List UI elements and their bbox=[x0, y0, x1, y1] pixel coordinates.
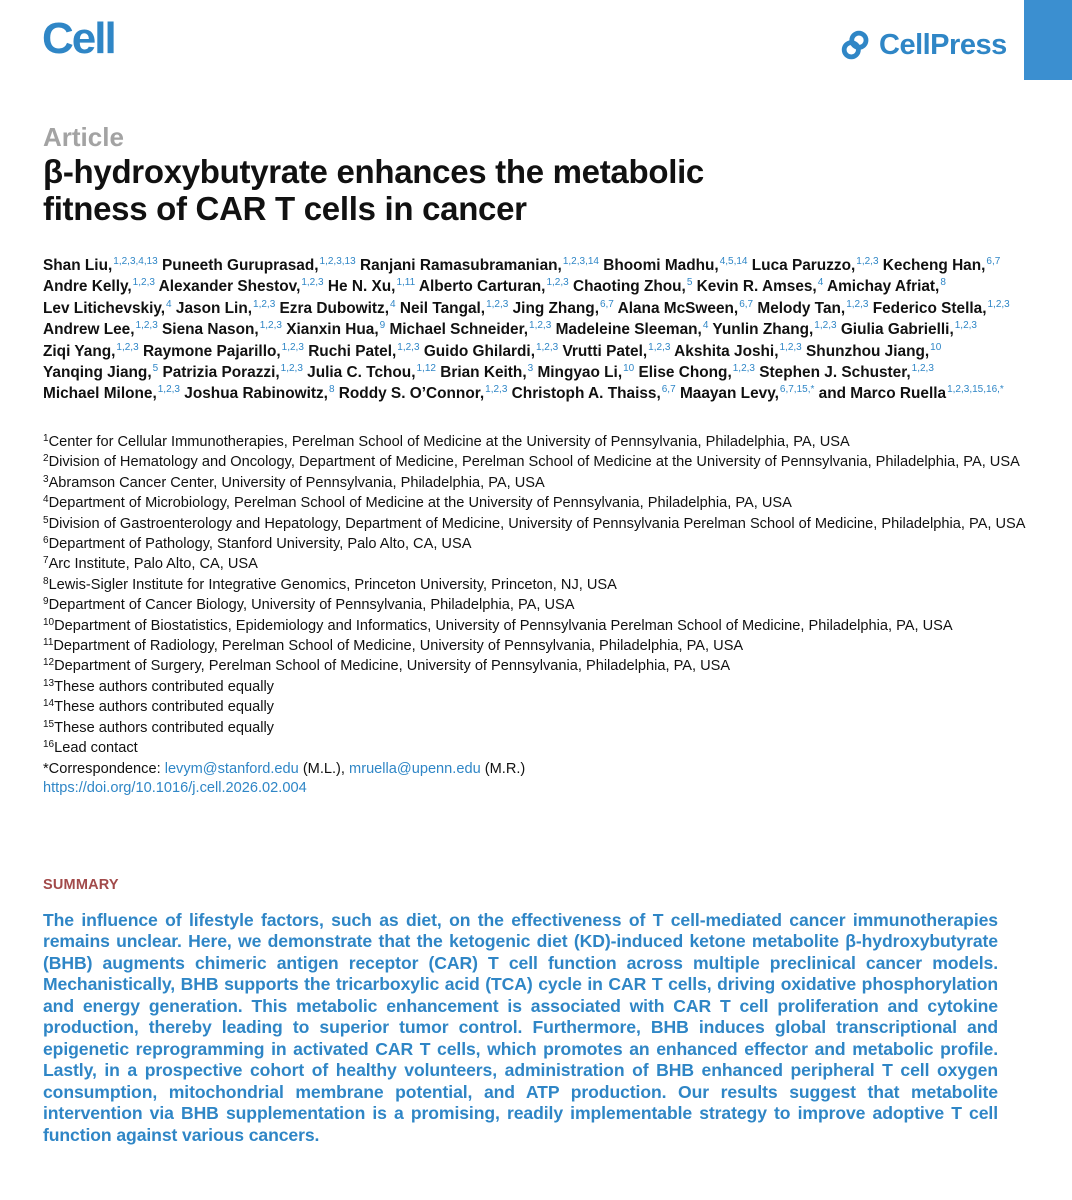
author bbox=[618, 300, 754, 317]
email-link-ruella[interactable]: mruella@upenn.edu bbox=[349, 760, 481, 777]
author-affiliation-marker[interactable]: 1,2,3 bbox=[485, 384, 508, 396]
affiliation-item bbox=[43, 719, 1033, 739]
author-name: Mingyao Li, bbox=[537, 364, 623, 382]
author bbox=[573, 278, 692, 295]
author-name: Melody Tan, bbox=[757, 299, 846, 317]
affiliation-text: Division of Gastroenterology and Hepatology, Department of Medicine, University of Pennsylvania Perelman School of Medicine, Philadelphia, PA, USA bbox=[48, 515, 1026, 532]
author bbox=[697, 278, 824, 295]
author-affiliation-marker[interactable]: 4 bbox=[390, 298, 396, 310]
author-name: Christoph A. Thaiss, bbox=[511, 385, 661, 403]
author-name: Kevin R. Amses, bbox=[696, 278, 817, 296]
title-line-2: fitness of CAR T cells in cancer bbox=[43, 190, 527, 227]
correspondence bbox=[43, 760, 1033, 779]
article-type: Article bbox=[43, 122, 124, 152]
author-name: Neil Tangal, bbox=[399, 299, 486, 317]
affiliation-number: 11 bbox=[43, 637, 54, 649]
author bbox=[419, 278, 569, 295]
author-affiliation-marker[interactable]: 1,2,3,4,13 bbox=[113, 256, 158, 267]
author-name: Puneeth Guruprasad, bbox=[162, 257, 319, 274]
author-name: Shan Liu, bbox=[43, 257, 113, 274]
author-name: Alexander Shestov, bbox=[158, 278, 301, 296]
affiliation-text: Department of Pathology, Stanford University, Palo Alto, CA, USA bbox=[48, 536, 472, 553]
author-affiliation-marker[interactable]: 1,2,3 bbox=[116, 341, 139, 353]
author bbox=[603, 257, 747, 274]
author-affiliation-marker[interactable]: 1,2,3 bbox=[856, 256, 879, 267]
affiliation-number: 13 bbox=[43, 677, 55, 689]
author bbox=[43, 257, 158, 274]
author bbox=[883, 257, 1001, 274]
author-affiliation-marker[interactable]: 1,2,3 bbox=[732, 363, 755, 375]
author-affiliation-marker[interactable]: 6,7 bbox=[739, 298, 754, 310]
affiliation-item bbox=[43, 555, 1033, 575]
affiliation-item bbox=[43, 494, 1033, 514]
affiliation-text: Department of Biostatistics, Epidemiology and Informatics, University of Pennsylvania Perelman School of Medicine, Philadelphia, PA, USA bbox=[54, 617, 953, 634]
author bbox=[162, 257, 356, 274]
cellpress-icon bbox=[838, 26, 876, 64]
author-name: and Marco Ruella bbox=[818, 385, 947, 403]
affiliation-number: 2 bbox=[43, 453, 49, 465]
author-name: Federico Stella, bbox=[872, 299, 987, 317]
author-name: Madeleine Sleeman, bbox=[555, 321, 702, 339]
author-affiliation-marker[interactable]: 1,2,3,13 bbox=[319, 256, 356, 267]
author-name: Alberto Carturan, bbox=[418, 278, 546, 296]
author-name: Ranjani Ramasubramanian, bbox=[359, 257, 562, 274]
author-affiliation-marker[interactable]: 6,7,15,* bbox=[779, 384, 815, 396]
affiliation-item bbox=[43, 617, 1033, 637]
affiliation-text: Division of Hematology and Oncology, Department of Medicine, Perelman School of Medicine at the University of Pennsylvania, Philadelphia, PA, USA bbox=[48, 454, 1020, 471]
affiliation-number: 12 bbox=[43, 657, 55, 669]
author-name: Ezra Dubowitz, bbox=[279, 299, 389, 317]
affiliation-text: Lewis-Sigler Institute for Integrative Genomics, Princeton University, Princeton, NJ, USA bbox=[48, 576, 617, 593]
author-affiliation-marker[interactable]: 1,2,3 bbox=[280, 363, 303, 375]
author-affiliation-marker[interactable]: 1,2,3 bbox=[987, 298, 1010, 310]
author-name: Andre Kelly, bbox=[43, 278, 132, 296]
author-affiliation-marker[interactable]: 1,12 bbox=[416, 363, 436, 375]
author-affiliation-marker[interactable]: 6,7 bbox=[661, 384, 676, 396]
author-name: Maayan Levy, bbox=[679, 385, 779, 403]
author-affiliation-marker[interactable]: 1,2,3 bbox=[301, 277, 324, 289]
author-affiliation-marker[interactable]: 6,7 bbox=[599, 298, 614, 310]
author-name: Brian Keith, bbox=[440, 364, 527, 382]
author bbox=[819, 385, 1004, 402]
affiliation-number: 16 bbox=[43, 739, 55, 751]
author-affiliation-marker[interactable]: 9 bbox=[379, 320, 386, 332]
author-name: Roddy S. O’Connor, bbox=[338, 385, 485, 403]
affiliation-number: 5 bbox=[43, 514, 49, 526]
author-name: Andrew Lee, bbox=[43, 321, 135, 339]
author-name: Ziqi Yang, bbox=[43, 342, 116, 360]
author-name: Jing Zhang, bbox=[512, 299, 599, 317]
author-affiliation-marker[interactable]: 1,2,3 bbox=[779, 341, 802, 353]
author-name: Xianxin Hua, bbox=[286, 321, 379, 339]
affiliation-number: 7 bbox=[43, 555, 49, 567]
author-affiliation-marker[interactable]: 8 bbox=[328, 384, 335, 396]
author-affiliation-marker[interactable]: 4 bbox=[817, 277, 824, 289]
author-affiliation-marker[interactable]: 5 bbox=[686, 277, 693, 289]
affiliation-number: 4 bbox=[43, 494, 49, 506]
author bbox=[512, 385, 676, 402]
author bbox=[143, 343, 304, 360]
author-affiliation-marker[interactable]: 1,2,3 bbox=[546, 277, 569, 289]
correspondence-initials-1: (M.L.), bbox=[298, 760, 350, 777]
doi-link[interactable]: https://doi.org/10.1016/j.cell.2026.02.004 bbox=[43, 779, 307, 796]
author-name: Elise Chong, bbox=[638, 364, 732, 382]
affiliation-item bbox=[43, 637, 1033, 657]
author bbox=[873, 300, 1010, 317]
affiliation-text: Abramson Cancer Center, University of Pennsylvania, Philadelphia, PA, USA bbox=[48, 474, 545, 491]
article-title bbox=[43, 153, 923, 227]
affiliation-number: 8 bbox=[43, 575, 49, 587]
author-affiliation-marker[interactable]: 10 bbox=[930, 341, 942, 353]
author-name: Kecheng Han, bbox=[882, 257, 986, 274]
author-name: Ruchi Patel, bbox=[308, 342, 397, 360]
author-affiliation-marker[interactable]: 4 bbox=[702, 320, 709, 332]
author-name: Vrutti Patel, bbox=[562, 342, 648, 360]
author-affiliation-marker[interactable]: 1,2,3 bbox=[911, 363, 934, 375]
affiliation-number: 1 bbox=[43, 433, 49, 444]
author bbox=[806, 343, 941, 360]
author-name: Guido Ghilardi, bbox=[423, 342, 535, 360]
author bbox=[286, 321, 385, 338]
author bbox=[759, 364, 934, 381]
author-affiliation-marker[interactable]: 1,2,3,14 bbox=[562, 256, 599, 267]
author bbox=[424, 343, 558, 360]
author-affiliation-marker[interactable]: 6,7 bbox=[986, 256, 1001, 267]
affiliation-item bbox=[43, 453, 1033, 473]
author-affiliation-marker[interactable]: 3 bbox=[527, 363, 534, 375]
author bbox=[184, 385, 334, 402]
author bbox=[280, 300, 396, 317]
publisher-logo bbox=[838, 26, 1007, 64]
author bbox=[827, 278, 946, 295]
author-affiliation-marker[interactable]: 5 bbox=[152, 363, 159, 375]
author bbox=[389, 321, 551, 338]
author-affiliation-marker[interactable]: 1,2,3 bbox=[281, 341, 304, 353]
author bbox=[43, 385, 180, 402]
author-affiliation-marker[interactable]: 1,2,3 bbox=[648, 341, 671, 353]
affiliations bbox=[43, 433, 1033, 798]
affiliation-item bbox=[43, 739, 1033, 759]
author-name: Lev Litichevskiy, bbox=[43, 299, 166, 317]
affiliation-text: These authors contributed equally bbox=[54, 719, 274, 736]
author-affiliation-marker[interactable]: 1,2,3 bbox=[846, 298, 869, 310]
author-affiliation-marker[interactable]: 1,2,3 bbox=[135, 320, 158, 332]
journal-logo: Cell bbox=[42, 14, 115, 63]
author-affiliation-marker[interactable]: 1,11 bbox=[396, 277, 416, 289]
affiliation-number: 14 bbox=[43, 698, 55, 710]
affiliation-item bbox=[43, 657, 1033, 677]
author bbox=[440, 364, 533, 381]
author-name: Shunzhou Jiang, bbox=[806, 342, 930, 360]
correspondence-label: *Correspondence: bbox=[43, 760, 165, 777]
affiliation-item bbox=[43, 433, 1033, 453]
publisher-name: CellPress bbox=[879, 28, 1007, 61]
author-affiliation-marker[interactable]: 1,2,3 bbox=[535, 341, 559, 353]
author-affiliation-marker[interactable]: 1,2,3 bbox=[253, 298, 276, 310]
author-name: Michael Schneider, bbox=[389, 321, 529, 339]
author bbox=[43, 300, 172, 317]
author-name: Michael Milone, bbox=[43, 385, 157, 403]
author bbox=[176, 300, 275, 317]
author-name: Julia C. Tchou, bbox=[307, 364, 416, 382]
author bbox=[308, 343, 419, 360]
author-affiliation-marker[interactable]: 10 bbox=[623, 363, 635, 375]
author bbox=[360, 257, 599, 274]
author-affiliation-marker[interactable]: 1,2,3 bbox=[157, 384, 180, 396]
author-affiliation-marker[interactable]: 1,2,3 bbox=[954, 320, 977, 332]
author bbox=[752, 257, 879, 274]
affiliation-item bbox=[43, 535, 1033, 555]
author-name: Bhoomi Madhu, bbox=[603, 257, 719, 274]
author bbox=[674, 343, 802, 360]
author-affiliation-marker[interactable]: 4 bbox=[166, 298, 172, 310]
author bbox=[563, 343, 671, 360]
author bbox=[400, 300, 508, 317]
author-affiliation-marker[interactable]: 1,2,3 bbox=[529, 320, 552, 332]
author-affiliation-marker[interactable]: 1,2,3 bbox=[814, 320, 837, 332]
author bbox=[162, 321, 282, 338]
author bbox=[43, 364, 158, 381]
affiliation-text: These authors contributed equally bbox=[54, 699, 274, 716]
author bbox=[841, 321, 977, 338]
author-affiliation-marker[interactable]: 4,5,14 bbox=[719, 256, 748, 267]
author-affiliation-marker[interactable]: 1,2,3 bbox=[486, 298, 509, 310]
author-affiliation-marker[interactable]: 1,2,3,15,16,* bbox=[947, 384, 1004, 396]
author-name: Jason Lin, bbox=[175, 299, 253, 317]
email-link-levy[interactable]: levym@stanford.edu bbox=[164, 760, 299, 777]
author-name: Joshua Rabinowitz, bbox=[184, 385, 328, 403]
author bbox=[307, 364, 436, 381]
summary-heading: SUMMARY bbox=[43, 877, 119, 893]
affiliation-number: 6 bbox=[43, 535, 49, 547]
author bbox=[43, 278, 155, 295]
title-line-1: β-hydroxybutyrate enhances the metabolic bbox=[43, 153, 704, 190]
author-name: Amichay Afriat, bbox=[827, 278, 940, 296]
author-name: Stephen J. Schuster, bbox=[759, 364, 911, 382]
author bbox=[43, 321, 158, 338]
author bbox=[162, 364, 302, 381]
author-name: Raymone Pajarillo, bbox=[142, 342, 281, 360]
affiliation-item bbox=[43, 515, 1033, 535]
affiliation-item bbox=[43, 474, 1033, 494]
affiliation-text: Department of Surgery, Perelman School of Medicine, University of Pennsylvania, Philadelphia, PA, USA bbox=[54, 658, 731, 675]
affiliation-text: Lead contact bbox=[54, 740, 138, 757]
affiliation-number: 15 bbox=[43, 718, 55, 730]
corner-accent-bar bbox=[1024, 0, 1072, 80]
author-name: He N. Xu, bbox=[327, 278, 396, 296]
affiliation-list bbox=[43, 433, 1033, 760]
author-name: Yanqing Jiang, bbox=[43, 364, 152, 382]
summary-text: The influence of lifestyle factors, such as diet, on the effectiveness of T cell-mediated cancer immunotherapies remains unclear. Here, we demonstrate that the ketogenic diet (KD)-induced ketone metabolite β-hydroxybutyrate (BHB) augments chimeric antigen receptor (CAR) T cell function across multiple preclinical cancer models. Mechanistically, BHB supports the tricarboxylic acid (TCA) cycle in CAR T cells, driving oxidative phosphorylation and energy generation. This metabolic enhancement is associated with CAR T cell proliferation and cytokine production, thereby leading to superior tumor control. Furthermore, BHB induces global transcriptional and epigenetic reprogramming in activated CAR T cells, which promotes an enhanced effector and metabolic profile. Lastly, in a prospective cohort of healthy volunteers, administration of BHB enhanced peripheral T cell oxygen consumption, mitochondrial membrane potential, and ATP production. Our results suggest that metabolite intervention via BHB supplementation is a promising, readily implementable strategy to improve adoptive T cell function against various cancers. bbox=[43, 910, 998, 1145]
affiliation-text: These authors contributed equally bbox=[54, 678, 274, 695]
affiliation-item bbox=[43, 678, 1033, 698]
author bbox=[757, 300, 868, 317]
correspondence-initials-2: (M.R.) bbox=[480, 760, 526, 777]
author bbox=[712, 321, 836, 338]
author-affiliation-marker[interactable]: 1,2,3 bbox=[397, 341, 420, 353]
author bbox=[556, 321, 709, 338]
author-name: Patrizia Porazzi, bbox=[162, 364, 280, 382]
author bbox=[43, 343, 139, 360]
author bbox=[339, 385, 508, 402]
author-name: Yunlin Zhang, bbox=[712, 321, 814, 339]
author-name: Akshita Joshi, bbox=[674, 342, 779, 360]
affiliation-text: Department of Radiology, Perelman School of Medicine, University of Pennsylvania, Philadelphia, PA, USA bbox=[53, 638, 744, 655]
affiliation-number: 9 bbox=[43, 596, 49, 608]
affiliation-text: Department of Microbiology, Perelman School of Medicine at the University of Pennsylvania, Philadelphia, PA, USA bbox=[48, 495, 792, 512]
affiliation-number: 3 bbox=[43, 473, 49, 485]
affiliation-text: Center for Cellular Immunotherapies, Perelman School of Medicine at the University of Pennsylvania, Philadelphia, PA, USA bbox=[48, 434, 850, 450]
author-name: Giulia Gabrielli, bbox=[840, 321, 954, 339]
author bbox=[680, 385, 814, 402]
affiliation-item bbox=[43, 698, 1033, 718]
affiliation-text: Department of Cancer Biology, University of Pennsylvania, Philadelphia, PA, USA bbox=[48, 597, 575, 614]
affiliation-text: Arc Institute, Palo Alto, CA, USA bbox=[48, 556, 258, 573]
author bbox=[537, 364, 634, 381]
author-name: Alana McSween, bbox=[617, 299, 739, 317]
author-affiliation-marker[interactable]: 1,2,3 bbox=[132, 277, 155, 289]
author-name: Siena Nason, bbox=[162, 321, 259, 339]
author-name: Luca Paruzzo, bbox=[751, 257, 856, 274]
author-name: Chaoting Zhou, bbox=[572, 278, 686, 296]
affiliation-item bbox=[43, 596, 1033, 616]
author bbox=[639, 364, 755, 381]
author-affiliation-marker[interactable]: 8 bbox=[940, 277, 946, 289]
author bbox=[328, 278, 415, 295]
affiliation-number: 10 bbox=[43, 616, 55, 628]
author-affiliation-marker[interactable]: 1,2,3 bbox=[259, 320, 282, 332]
author bbox=[159, 278, 324, 295]
author bbox=[513, 300, 614, 317]
author-list bbox=[43, 256, 1033, 406]
affiliation-item bbox=[43, 576, 1033, 596]
